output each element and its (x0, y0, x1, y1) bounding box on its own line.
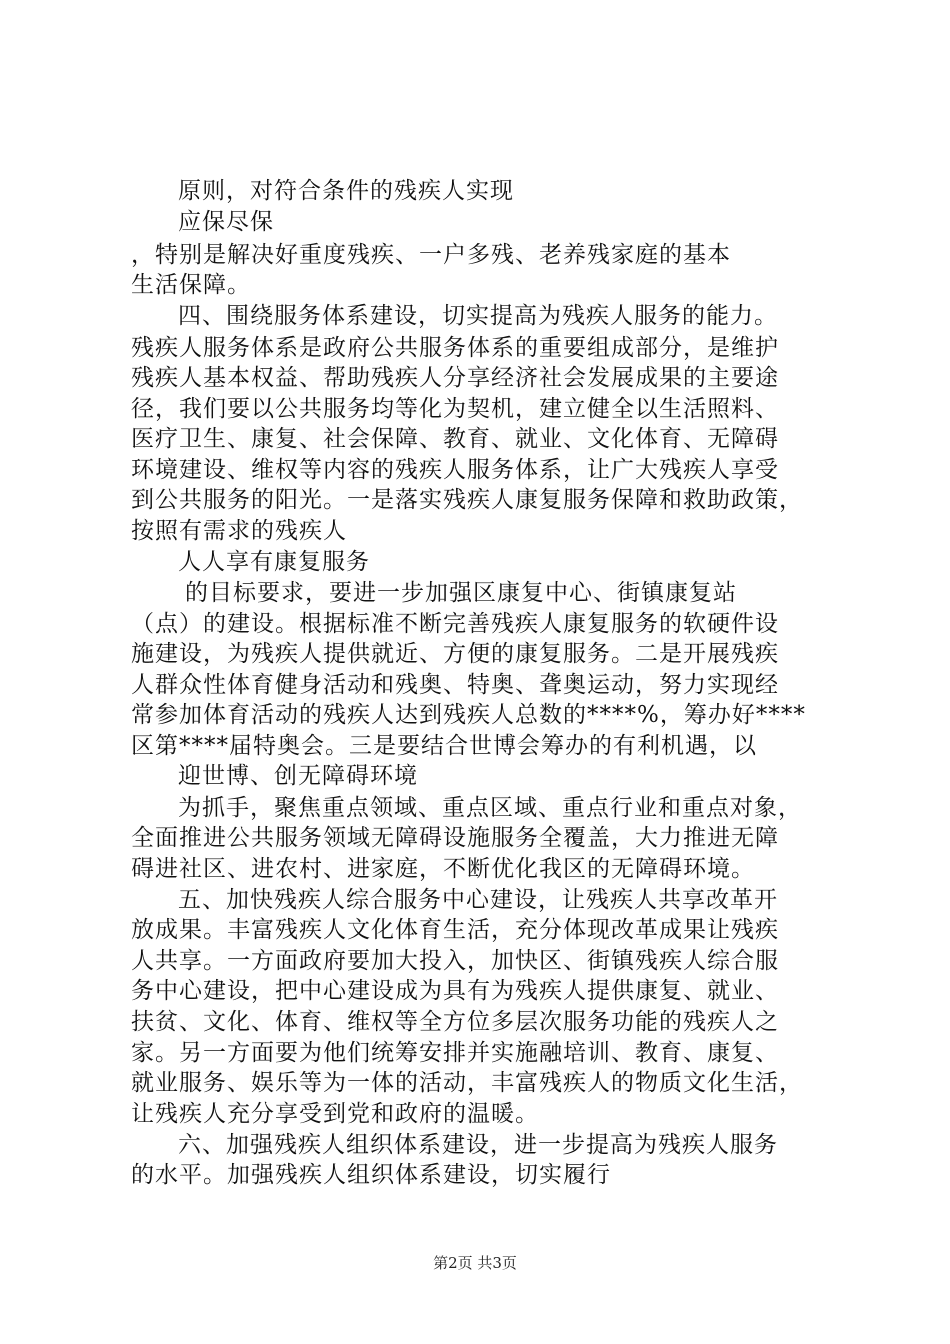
text-line: 残疾人基本权益、帮助残疾人分享经济社会发展成果的主要途 (131, 365, 779, 391)
text-line: 原则，对符合条件的残疾人实现 (178, 178, 514, 204)
text-line: 的水平。加强残疾人组织体系建设，切实履行 (131, 1162, 611, 1188)
text-line: 常参加体育活动的残疾人达到残疾人总数的****%，筹办好**** (131, 702, 806, 728)
text-line: 六、加强残疾人组织体系建设，进一步提高为残疾人服务 (178, 1132, 778, 1158)
text-line: 让残疾人充分享受到党和政府的温暖。 (131, 1101, 539, 1127)
text-line: ，特别是解决好重度残疾、一户多残、老养残家庭的基本 (131, 242, 731, 268)
text-line: 按照有需求的残疾人 (131, 518, 347, 544)
text-line: 四、围绕服务体系建设，切实提高为残疾人服务的能力。 (178, 303, 778, 329)
text-line: 家。另一方面要为他们统筹安排并实施融培训、教育、康复、 (131, 1040, 779, 1066)
text-line: 到公共服务的阳光。一是落实残疾人康复服务保障和救助政策， (131, 487, 803, 513)
page-number-footer: 第2页 共3页 (433, 1254, 517, 1272)
text-line: 放成果。丰富残疾人文化体育生活，充分体现改革成果让残疾 (131, 917, 779, 943)
text-line: 径，我们要以公共服务均等化为契机，建立健全以生活照料、 (131, 396, 779, 422)
text-line: 残疾人服务体系是政府公共服务体系的重要组成部分，是维护 (131, 335, 779, 361)
text-line: 五、加快残疾人综合服务中心建设，让残疾人共享改革开 (178, 887, 778, 913)
text-line: 环境建设、维权等内容的残疾人服务体系，让广大残疾人享受 (131, 457, 779, 483)
text-line: 人人享有康复服务 (178, 549, 370, 575)
text-line: 应保尽保 (178, 209, 274, 235)
text-line: 迎世博、创无障碍环境 (178, 763, 418, 789)
text-line: 全面推进公共服务领域无障碍设施服务全覆盖，大力推进无障 (131, 825, 779, 851)
text-line: 就业服务、娱乐等为一体的活动，丰富残疾人的物质文化生活， (131, 1070, 803, 1096)
text-line: 人共享。一方面政府要加大投入，加快区、街镇残疾人综合服 (131, 948, 779, 974)
text-line: 生活保障。 (131, 272, 251, 298)
text-line: 医疗卫生、康复、社会保障、教育、就业、文化体育、无障碍 (131, 426, 779, 452)
text-line: 碍进社区、进农村、进家庭，不断优化我区的无障碍环境。 (131, 856, 755, 882)
text-line: 施建设，为残疾人提供就近、方便的康复服务。二是开展残疾 (131, 641, 779, 667)
text-line: 的目标要求，要进一步加强区康复中心、街镇康复站 (185, 580, 737, 606)
text-line: 为抓手，聚焦重点领域、重点区域、重点行业和重点对象， (178, 795, 802, 821)
text-line: （点）的建设。根据标准不断完善残疾人康复服务的软硬件设 (131, 611, 779, 637)
text-line: 扶贫、文化、体育、维权等全方位多层次服务功能的残疾人之 (131, 1009, 779, 1035)
text-line: 人群众性体育健身活动和残奥、特奥、聋奥运动，努力实现经 (131, 672, 779, 698)
text-line: 区第****届特奥会。三是要结合世博会筹办的有利机遇，以 (131, 733, 757, 759)
text-line: 务中心建设，把中心建设成为具有为残疾人提供康复、就业、 (131, 978, 779, 1004)
